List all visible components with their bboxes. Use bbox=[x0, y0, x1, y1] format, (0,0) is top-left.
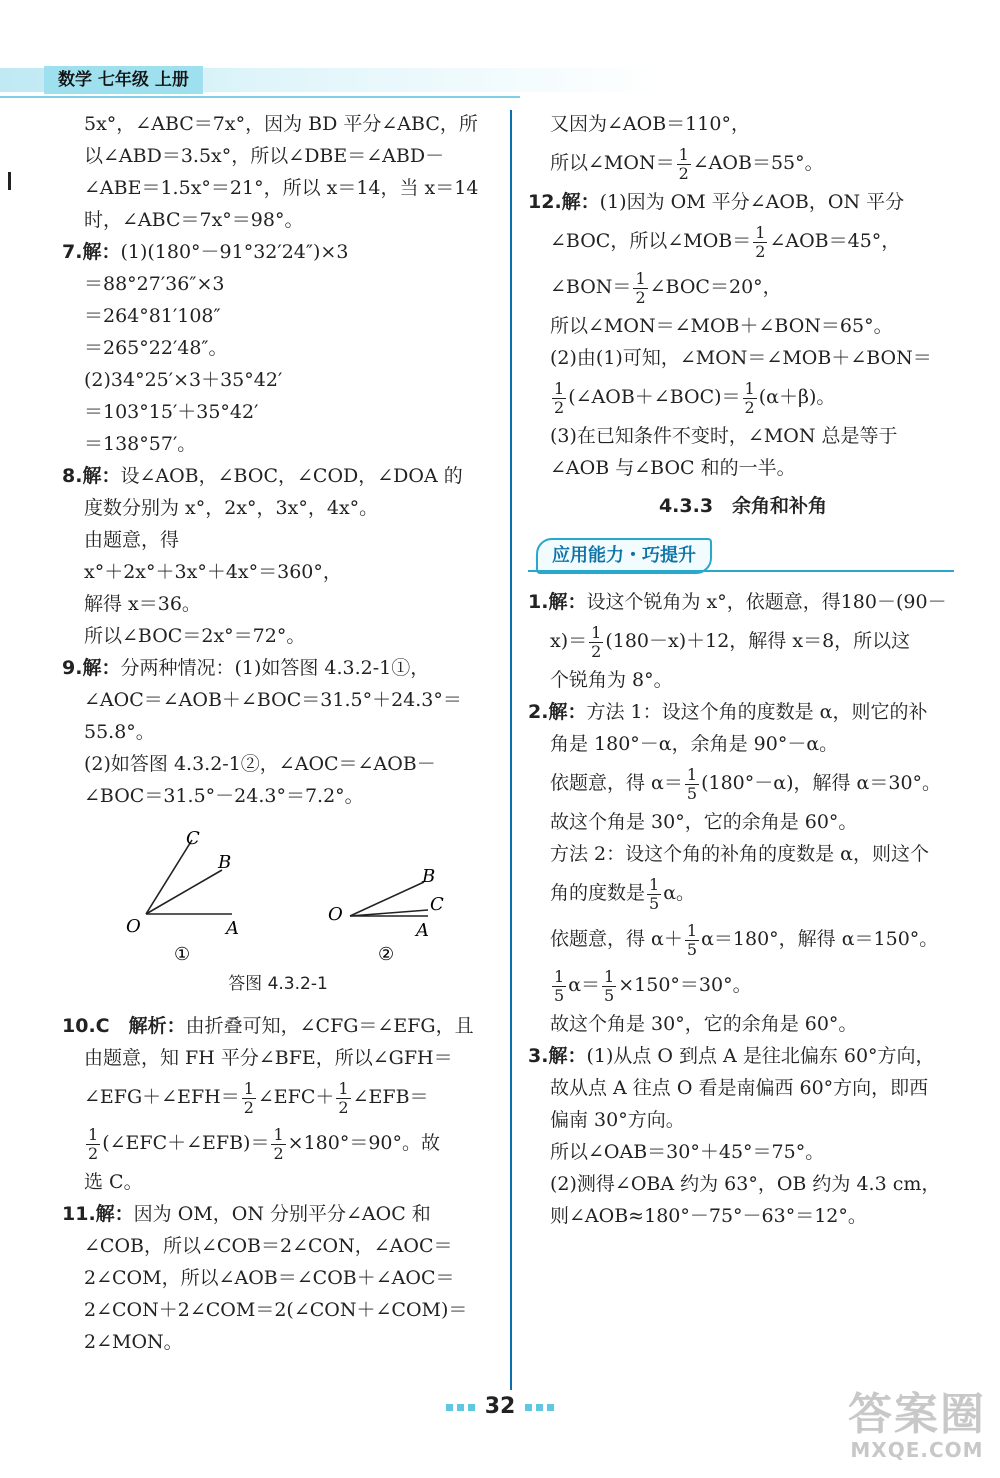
exercise-2 bbox=[528, 696, 958, 728]
page-header bbox=[0, 62, 680, 98]
question-number: 8.解： bbox=[62, 465, 121, 487]
fraction-fifth bbox=[685, 766, 699, 803]
text-line: 2∠MON。 bbox=[84, 1331, 183, 1353]
text-line: 以∠ABD＝3.5x°，所以∠DBE＝∠ABD－ bbox=[84, 145, 445, 167]
denominator: 5 bbox=[686, 783, 698, 803]
text: (∠AOB＋∠BOC)＝ bbox=[568, 386, 741, 408]
numerator: 1 bbox=[678, 144, 689, 164]
denominator: 2 bbox=[744, 397, 755, 417]
question-11 bbox=[62, 1198, 494, 1230]
question-number: 11.解： bbox=[62, 1203, 134, 1225]
text: ×180°＝90°。故 bbox=[287, 1132, 441, 1154]
text-line: (2)34°25′×3＋35°42′ bbox=[84, 369, 283, 391]
text-line: 又因为∠AOB＝110°， bbox=[550, 113, 750, 135]
question-number: 2.解： bbox=[528, 701, 587, 723]
figure-caption: 答图 4.3.2-1 bbox=[228, 974, 328, 994]
decor-square bbox=[536, 1404, 543, 1411]
numerator: 1 bbox=[338, 1078, 349, 1098]
watermark-logo bbox=[848, 1389, 986, 1462]
text-line: ＝103°15′＋35°42′ bbox=[84, 401, 259, 423]
numerator: 1 bbox=[554, 966, 565, 986]
fraction-half bbox=[743, 380, 757, 417]
text-line: 偏南 30°方向。 bbox=[550, 1109, 685, 1131]
denominator: 2 bbox=[554, 397, 565, 417]
text: α＝ bbox=[568, 974, 601, 996]
text-line: x°＋2x°＋3x°＋4x°＝360°， bbox=[84, 561, 342, 583]
formula-line bbox=[528, 140, 958, 186]
denominator: 2 bbox=[338, 1097, 349, 1117]
label-b-2: B bbox=[422, 866, 436, 887]
text: ∠BOC，所以∠MOB＝ bbox=[550, 230, 752, 252]
formula-line bbox=[528, 870, 958, 916]
text: x)＝ bbox=[550, 630, 588, 652]
ray-ob-1 bbox=[146, 870, 222, 914]
text-line: (3)在已知条件不变时，∠MON 总是等于 bbox=[550, 425, 898, 447]
text: (1)(180°－91°32′24″)×3 bbox=[120, 241, 349, 263]
left-column bbox=[62, 108, 494, 1358]
denominator: 5 bbox=[649, 893, 660, 913]
text-line: 方法 2：设这个角的补角的度数是 α，则这个 bbox=[550, 843, 929, 865]
text-line: 故这个角是 30°，它的余角是 60°。 bbox=[550, 811, 858, 833]
numerator: 1 bbox=[554, 378, 565, 398]
denominator: 2 bbox=[273, 1143, 284, 1163]
decor-square bbox=[525, 1404, 532, 1411]
margin-mark bbox=[8, 172, 11, 190]
text-line: ＝88°27′36″×3 bbox=[84, 273, 225, 295]
numerator: 1 bbox=[686, 764, 698, 784]
text-line: 所以∠MON＝∠MOB＋∠BON＝65°。 bbox=[550, 315, 893, 337]
text-line: 5x°，∠ABC＝7x°，因为 BD 平分∠ABC，所 bbox=[84, 113, 478, 135]
text: (∠EFC＋∠EFB)＝ bbox=[102, 1132, 270, 1154]
fraction-half bbox=[677, 146, 691, 183]
section-title: 4.3.3 余角和补角 bbox=[658, 495, 828, 517]
text-line: ∠COB，所以∠COB＝2∠CON，∠AOC＝ bbox=[84, 1235, 453, 1257]
fraction-half bbox=[633, 270, 647, 307]
numerator: 1 bbox=[604, 966, 615, 986]
text: ∠AOB＝55°。 bbox=[692, 152, 824, 174]
text-line: 则∠AOB≈180°－75°－63°＝12°。 bbox=[550, 1205, 867, 1227]
text-line: 个锐角为 8°。 bbox=[550, 669, 673, 691]
text: (180°－α)，解得 α＝30°。 bbox=[701, 772, 942, 794]
page-number bbox=[432, 1394, 568, 1419]
formula-line bbox=[528, 374, 958, 420]
text: ∠EFG＋∠EFH＝ bbox=[84, 1086, 240, 1108]
label-c-1: C bbox=[186, 828, 200, 849]
watermark-text: 答案圈 bbox=[848, 1389, 986, 1440]
text: 所以∠MON＝ bbox=[550, 152, 675, 174]
text-line: ＝264°81′108″ bbox=[84, 305, 221, 327]
numerator: 1 bbox=[591, 622, 602, 642]
label-o-1: O bbox=[126, 916, 141, 937]
numerator: 1 bbox=[273, 1124, 284, 1144]
fraction-half bbox=[589, 624, 603, 661]
tag-label: 应用能力・巧提升 bbox=[536, 538, 712, 574]
fraction-half bbox=[271, 1126, 285, 1163]
text: ∠BOC＝20°， bbox=[649, 276, 782, 298]
fraction-fifth bbox=[685, 922, 699, 959]
denominator: 2 bbox=[88, 1143, 99, 1163]
fraction-fifth bbox=[647, 876, 661, 913]
text-line: (2)由(1)可知，∠MON＝∠MOB＋∠BON＝ bbox=[550, 347, 932, 369]
text-line: 故从点 A 往点 O 看是南偏西 60°方向，即西 bbox=[550, 1077, 929, 1099]
decor-square bbox=[446, 1404, 453, 1411]
label-a-2: A bbox=[416, 920, 429, 941]
angle-figure bbox=[62, 812, 494, 964]
right-column bbox=[528, 108, 958, 1232]
formula-line bbox=[528, 916, 958, 962]
formula-line bbox=[62, 1074, 494, 1120]
exercise-1 bbox=[528, 586, 958, 618]
text: ∠BON＝ bbox=[550, 276, 632, 298]
decor-square bbox=[468, 1404, 475, 1411]
text-line: ∠AOC＝∠AOB＋∠BOC＝31.5°＋24.3°＝ bbox=[84, 689, 462, 711]
text: ×150°＝30°。 bbox=[618, 974, 752, 996]
text: ∠EFC＋ bbox=[257, 1086, 335, 1108]
angle-diagram bbox=[62, 812, 494, 964]
text: ∠EFB＝ bbox=[352, 1086, 429, 1108]
text-line: 2∠CON＋2∠COM＝2(∠CON＋∠COM)＝ bbox=[84, 1299, 468, 1321]
fraction-half bbox=[336, 1080, 350, 1117]
formula-line bbox=[528, 760, 958, 806]
formula-line bbox=[528, 618, 958, 664]
fraction-half bbox=[86, 1126, 100, 1163]
denominator: 2 bbox=[591, 641, 602, 661]
numerator: 1 bbox=[686, 920, 698, 940]
denominator: 5 bbox=[554, 985, 565, 1005]
question-number: 7.解： bbox=[62, 241, 121, 263]
fig-number-2: ② bbox=[378, 944, 395, 964]
numerator: 1 bbox=[744, 378, 755, 398]
book-title: 数学 七年级 上册 bbox=[44, 66, 203, 94]
label-c-2: C bbox=[430, 894, 444, 915]
question-12 bbox=[528, 186, 958, 218]
ray-oc-1 bbox=[146, 840, 192, 914]
denominator: 5 bbox=[686, 939, 698, 959]
text-line: (2)测得∠OBA 约为 63°，OB 约为 4.3 cm， bbox=[550, 1173, 941, 1195]
section-tag bbox=[528, 532, 958, 580]
question-10 bbox=[62, 1010, 494, 1042]
question-8 bbox=[62, 460, 494, 492]
text: 设这个锐角为 x°，依题意，得180－(90－ bbox=[586, 591, 947, 613]
formula-line bbox=[528, 962, 958, 1008]
column-divider bbox=[510, 110, 512, 1390]
formula-line bbox=[528, 264, 958, 310]
text-line: ＝138°57′。 bbox=[84, 433, 197, 455]
question-7 bbox=[62, 236, 494, 268]
text: 依题意，得 α＋ bbox=[550, 928, 683, 950]
numerator: 1 bbox=[88, 1124, 99, 1144]
text: 因为 OM，ON 分别平分∠AOC 和 bbox=[133, 1203, 431, 1225]
text-line: 角是 180°－α，余角是 90°－α。 bbox=[550, 733, 839, 755]
text: (1)因为 OM 平分∠AOB，ON 平分 bbox=[599, 191, 905, 213]
text-line: ＝265°22′48″。 bbox=[84, 337, 228, 359]
denominator: 2 bbox=[635, 287, 646, 307]
text: 分两种情况：(1)如答图 4.3.2-1①， bbox=[120, 657, 430, 679]
text: 依题意，得 α＝ bbox=[550, 772, 683, 794]
denominator: 2 bbox=[755, 241, 766, 261]
text-line: ∠AOB 与∠BOC 和的一半。 bbox=[550, 457, 796, 479]
text: α。 bbox=[663, 882, 696, 904]
question-number: 9.解： bbox=[62, 657, 121, 679]
text-line: (2)如答图 4.3.2-1②，∠AOC＝∠AOB－ bbox=[84, 753, 436, 775]
text-line: 故这个角是 30°，它的余角是 60°。 bbox=[550, 1013, 858, 1035]
text-line: 时，∠ABC＝7x°＝98°。 bbox=[84, 209, 304, 231]
page-number-text: 32 bbox=[484, 1394, 516, 1419]
text: (α＋β)。 bbox=[758, 386, 836, 408]
text-line: 55.8°。 bbox=[84, 721, 155, 743]
text: (1)从点 O 到点 A 是往北偏东 60°方向， bbox=[586, 1045, 935, 1067]
text: 方法 1：设这个角的度数是 α，则它的补 bbox=[586, 701, 928, 723]
decor-square bbox=[457, 1404, 464, 1411]
text: α＝180°，解得 α＝150°。 bbox=[701, 928, 939, 950]
text: (180－x)＋12，解得 x＝8，所以这 bbox=[605, 630, 911, 652]
watermark-url: MXQE.COM bbox=[850, 1438, 984, 1462]
denominator: 2 bbox=[678, 163, 689, 183]
numerator: 1 bbox=[635, 268, 646, 288]
label-a-1: A bbox=[226, 918, 239, 939]
fraction-half bbox=[753, 224, 767, 261]
text-line: ∠ABE＝1.5x°＝21°，所以 x＝14，当 x＝14 bbox=[84, 177, 479, 199]
text-line: 选 C。 bbox=[84, 1171, 143, 1193]
numerator: 1 bbox=[243, 1078, 254, 1098]
text-line: 解得 x＝36。 bbox=[84, 593, 201, 615]
text: 设∠AOB，∠BOC，∠COD，∠DOA 的 bbox=[120, 465, 463, 487]
text-line: 所以∠OAB＝30°＋45°＝75°。 bbox=[550, 1141, 825, 1163]
question-number: 1.解： bbox=[528, 591, 587, 613]
formula-line bbox=[62, 1120, 494, 1166]
exercise-3 bbox=[528, 1040, 958, 1072]
label-o-2: O bbox=[328, 904, 343, 925]
label-b-1: B bbox=[218, 852, 232, 873]
question-number: 3.解： bbox=[528, 1045, 587, 1067]
question-number: 10.C 解析： bbox=[62, 1015, 186, 1037]
fraction-half bbox=[552, 380, 566, 417]
denominator: 2 bbox=[243, 1097, 254, 1117]
question-number: 12.解： bbox=[528, 191, 600, 213]
text-line: 由题意，知 FH 平分∠BFE，所以∠GFH＝ bbox=[84, 1047, 453, 1069]
denominator: 5 bbox=[604, 985, 615, 1005]
text: ∠AOB＝45°， bbox=[769, 230, 901, 252]
text: 角的度数是 bbox=[550, 882, 646, 904]
fraction-fifth bbox=[552, 968, 566, 1005]
numerator: 1 bbox=[649, 874, 660, 894]
decor-square bbox=[547, 1404, 554, 1411]
text: 由折叠可知，∠CFG＝∠EFG，且 bbox=[185, 1015, 474, 1037]
fraction-half bbox=[242, 1080, 256, 1117]
question-9 bbox=[62, 652, 494, 684]
text-line: 由题意，得 bbox=[84, 529, 180, 551]
text-line: 2∠COM，所以∠AOB＝∠COB＋∠AOC＝ bbox=[84, 1267, 455, 1289]
header-underline bbox=[0, 96, 520, 98]
fig-number-1: ① bbox=[174, 944, 191, 964]
text-line: ∠BOC＝31.5°－24.3°＝7.2°。 bbox=[84, 785, 364, 807]
tag-underline bbox=[528, 570, 954, 572]
text-line: 度数分别为 x°，2x°，3x°，4x°。 bbox=[84, 497, 379, 519]
text-line: 所以∠BOC＝2x°＝72°。 bbox=[84, 625, 306, 647]
fraction-fifth bbox=[602, 968, 616, 1005]
formula-line bbox=[528, 218, 958, 264]
numerator: 1 bbox=[755, 222, 766, 242]
